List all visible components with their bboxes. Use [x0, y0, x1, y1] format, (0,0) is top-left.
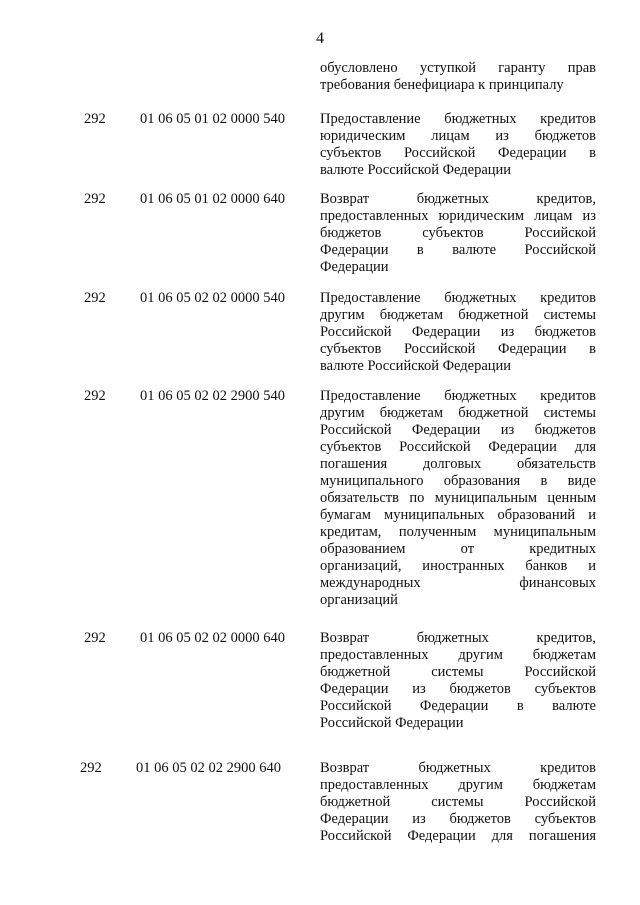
description-line: Российской Федерации из бюджетов	[320, 422, 596, 438]
row-description	[320, 290, 596, 375]
description-line: требования бенефициара к принципалу	[320, 77, 564, 93]
administrator-code: 292	[84, 290, 106, 306]
description-line: Российской Федерации для погашения	[320, 828, 596, 844]
budget-classification-code: 01 06 05 01 02 0000 640	[140, 191, 285, 207]
description-line: международных финансовых	[320, 575, 596, 591]
administrator-code: 292	[84, 388, 106, 404]
description-line: кредитам, полученным муниципальным	[320, 524, 596, 540]
description-line: предоставленных юридическим лицам из	[320, 208, 596, 224]
description-line: обязательств по муниципальным ценным	[320, 490, 596, 506]
description-line: Предоставление бюджетных кредитов	[320, 111, 596, 127]
description-line: предоставленных другим бюджетам	[320, 647, 596, 663]
description-line: юридическим лицам из бюджетов	[320, 128, 596, 144]
description-line: Федерации	[320, 259, 389, 275]
budget-classification-code: 01 06 05 02 02 2900 540	[140, 388, 285, 404]
description-line: муниципального образования в виде	[320, 473, 596, 489]
description-line: валюте Российской Федерации	[320, 358, 512, 374]
description-line: Возврат бюджетных кредитов,	[320, 630, 596, 646]
description-line: образованием от кредитных	[320, 541, 596, 557]
budget-classification-code: 01 06 05 01 02 0000 540	[140, 111, 285, 127]
description-line: Российской Федерации из бюджетов	[320, 324, 596, 340]
row-description	[320, 191, 596, 276]
description-line: погашения долговых обязательств	[320, 456, 596, 472]
description-line: другим бюджетам бюджетной системы	[320, 307, 596, 323]
row-description	[320, 630, 596, 732]
description-line: субъектов Российской Федерации в	[320, 341, 596, 357]
row-description	[320, 388, 596, 609]
administrator-code: 292	[84, 111, 106, 127]
continuation-description	[320, 60, 596, 94]
description-line: организаций	[320, 592, 398, 608]
description-line: бюджетной системы Российской	[320, 794, 596, 810]
administrator-code: 292	[84, 630, 106, 646]
description-line: бюджетной системы Российской	[320, 664, 596, 680]
administrator-code: 292	[84, 191, 106, 207]
description-line: валюте Российской Федерации	[320, 162, 512, 178]
description-line: Федерации из бюджетов субъектов	[320, 811, 596, 827]
description-line: Предоставление бюджетных кредитов	[320, 290, 596, 306]
description-line: Федерации из бюджетов субъектов	[320, 681, 596, 697]
description-line: Российской Федерации в валюте	[320, 698, 596, 714]
description-line: Возврат бюджетных кредитов	[320, 760, 596, 776]
description-line: Предоставление бюджетных кредитов	[320, 388, 596, 404]
description-line: Возврат бюджетных кредитов,	[320, 191, 596, 207]
administrator-code: 292	[80, 760, 102, 776]
description-line: другим бюджетам бюджетной системы	[320, 405, 596, 421]
description-line: организаций, иностранных банков и	[320, 558, 596, 574]
description-line: Федерации в валюте Российской	[320, 242, 596, 258]
budget-classification-code: 01 06 05 02 02 0000 540	[140, 290, 285, 306]
description-line: Российской Федерации	[320, 715, 464, 731]
description-line: бюджетов субъектов Российской	[320, 225, 596, 241]
budget-classification-code: 01 06 05 02 02 0000 640	[140, 630, 285, 646]
description-line: предоставленных другим бюджетам	[320, 777, 596, 793]
description-line: бумагам муниципальных образований и	[320, 507, 596, 523]
budget-classification-code: 01 06 05 02 02 2900 640	[136, 760, 281, 776]
page-number: 4	[316, 30, 324, 47]
description-line: обусловлено уступкой гаранту прав	[320, 60, 596, 76]
description-line: субъектов Российской Федерации для	[320, 439, 596, 455]
description-line: субъектов Российской Федерации в	[320, 145, 596, 161]
row-description	[320, 760, 596, 845]
row-description	[320, 111, 596, 179]
